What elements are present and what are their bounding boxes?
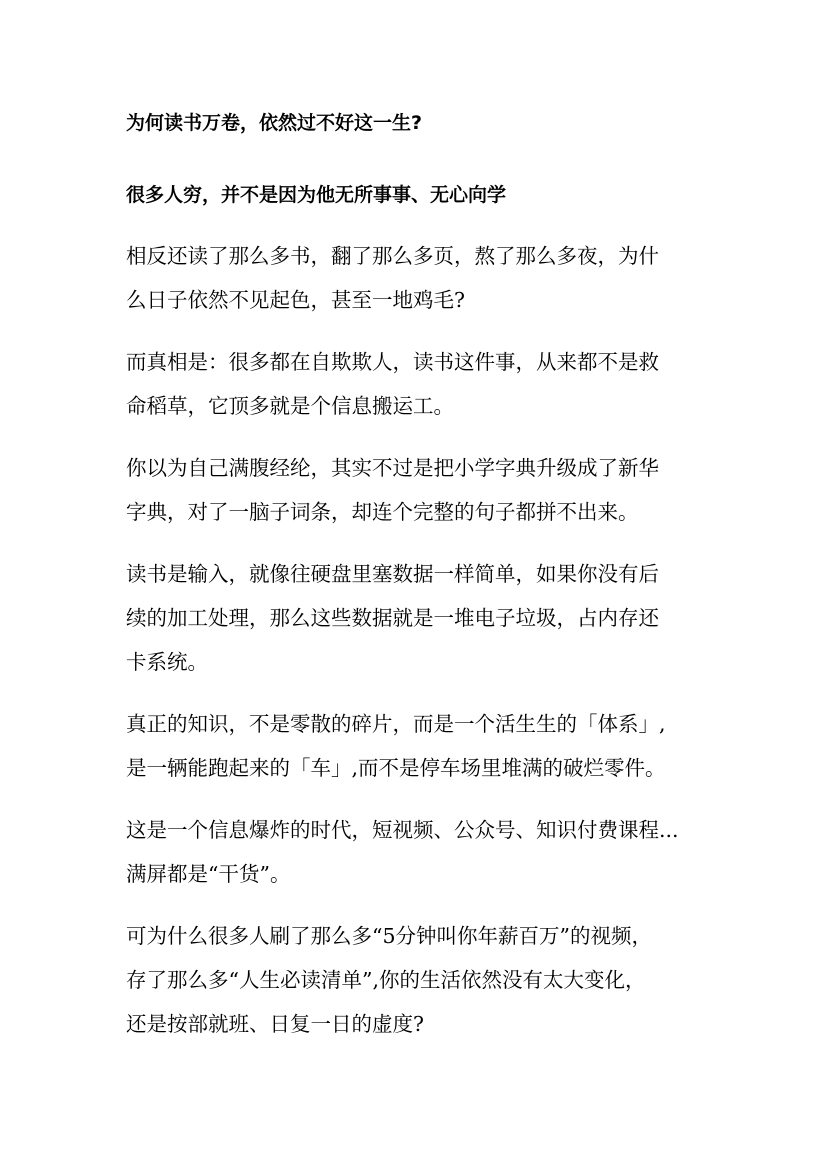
paragraph-line: 续的加工处理，那么这些数据就是一堆电子垃圾，占内存还: [126, 606, 659, 630]
paragraph-line: 么日子依然不见起色，甚至一地鸡毛?: [126, 288, 465, 312]
paragraph-line: 命稻草，它顶多就是个信息搬运工。: [126, 394, 454, 418]
paragraph-line: 满屏都是“干货”。: [126, 862, 291, 886]
paragraph-6: [126, 808, 706, 896]
paragraph-line: 存了那么多“人生必读清单”,你的生活依然没有太大变化，: [126, 968, 646, 992]
paragraph-line: 相反还读了那么多书，翻了那么多页，熬了那么多夜，为什: [126, 244, 659, 268]
paragraph-line: 而真相是：很多都在自欺欺人，读书这件事，从来都不是救: [126, 350, 659, 374]
paragraph-2: [126, 340, 706, 428]
paragraph-line: 卡系统。: [126, 650, 208, 674]
paragraph-7: [126, 914, 706, 1046]
paragraph-line: 这是一个信息爆炸的时代，短视频、公众号、知识付费课程...: [126, 818, 679, 842]
paragraph-line: 读书是输入，就像往硬盘里塞数据一样简单，如果你没有后: [126, 562, 659, 586]
paragraph-5: [126, 702, 706, 790]
document-body: [126, 104, 706, 1064]
paragraph-line: 还是按部就班、日复一日的虚度?: [126, 1012, 424, 1036]
paragraph-line: 字典，对了一脑子词条，却连个完整的句子都拼不出来。: [126, 500, 639, 524]
paragraph-line: 可为什么很多人刷了那么多“5分钟叫你年薪百万”的视频，: [126, 924, 653, 948]
paragraph-1: [126, 234, 706, 322]
paragraph-3: [126, 446, 706, 534]
paragraph-4: [126, 552, 706, 684]
document-title: 为何读书万卷，依然过不好这一生?: [126, 112, 423, 134]
paragraph-line: 是一辆能跑起来的「车」,而不是停车场里堆满的破烂零件。: [126, 756, 666, 780]
paragraph-line: 真正的知识，不是零散的碎片，而是一个活生生的「体系」,: [126, 712, 666, 736]
paragraph-line: 你以为自己满腹经纶，其实不过是把小学字典升级成了新华: [126, 456, 659, 480]
document-subtitle: 很多人穷，并不是因为他无所事事、无心向学: [126, 184, 507, 206]
